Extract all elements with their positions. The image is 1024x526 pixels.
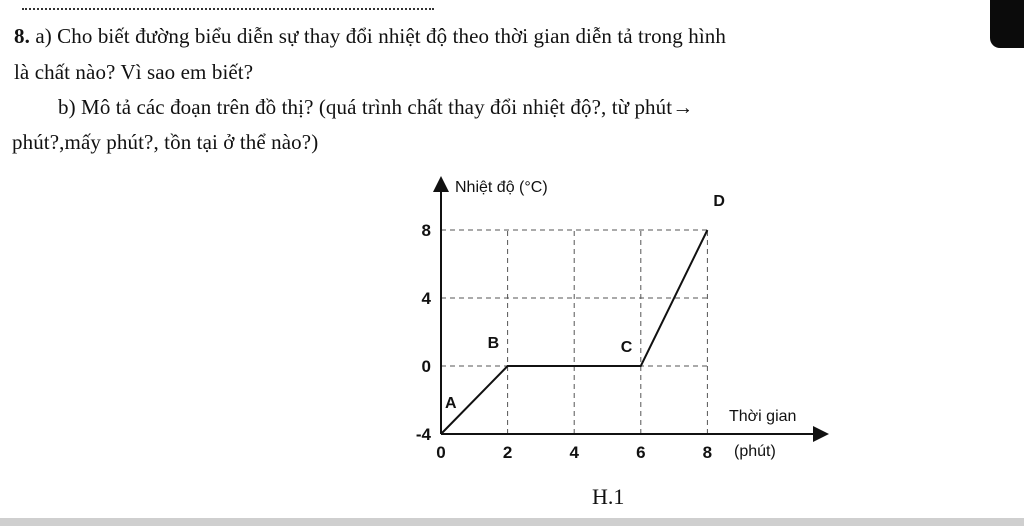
x-axis-title: Thời gian [729, 408, 797, 425]
x-tick-label: 0 [436, 443, 446, 462]
y-tick-label: 4 [421, 289, 431, 308]
question-part-a-text: a) Cho biết đường biểu diễn sự thay đổi nhiệt độ theo thời gian diễn tả trong hình [35, 24, 726, 48]
x-tick-label: 6 [636, 443, 646, 462]
page-bottom-edge [0, 518, 1024, 526]
y-axis-title: Nhiệt độ (°C) [455, 179, 548, 196]
point-label-a: A [445, 395, 457, 412]
x-axis-unit: (phút) [734, 443, 776, 460]
x-tick-label: 4 [569, 443, 579, 462]
point-label-d: D [713, 193, 725, 210]
y-tick-label: 0 [421, 357, 431, 376]
y-tick-label: 8 [421, 221, 431, 240]
x-tick-label: 2 [502, 443, 513, 462]
y-tick-label: -4 [415, 425, 431, 444]
figure-caption: H.1 [592, 484, 625, 509]
point-label-b: B [487, 335, 500, 352]
question-line-4: phút?,mấy phút?, tồn tại ở thể nào?) [12, 130, 319, 154]
x-tick-label: 8 [702, 443, 713, 462]
point-label-c: C [620, 339, 633, 356]
question-part-b-text: b) Mô tả các đoạn trên đồ thị? (quá trình chất thay đổi nhiệt độ?, từ phút→ [58, 95, 694, 119]
question-number: 8. [14, 24, 30, 48]
question-line-2: là chất nào? Vì sao em biết? [14, 60, 254, 84]
